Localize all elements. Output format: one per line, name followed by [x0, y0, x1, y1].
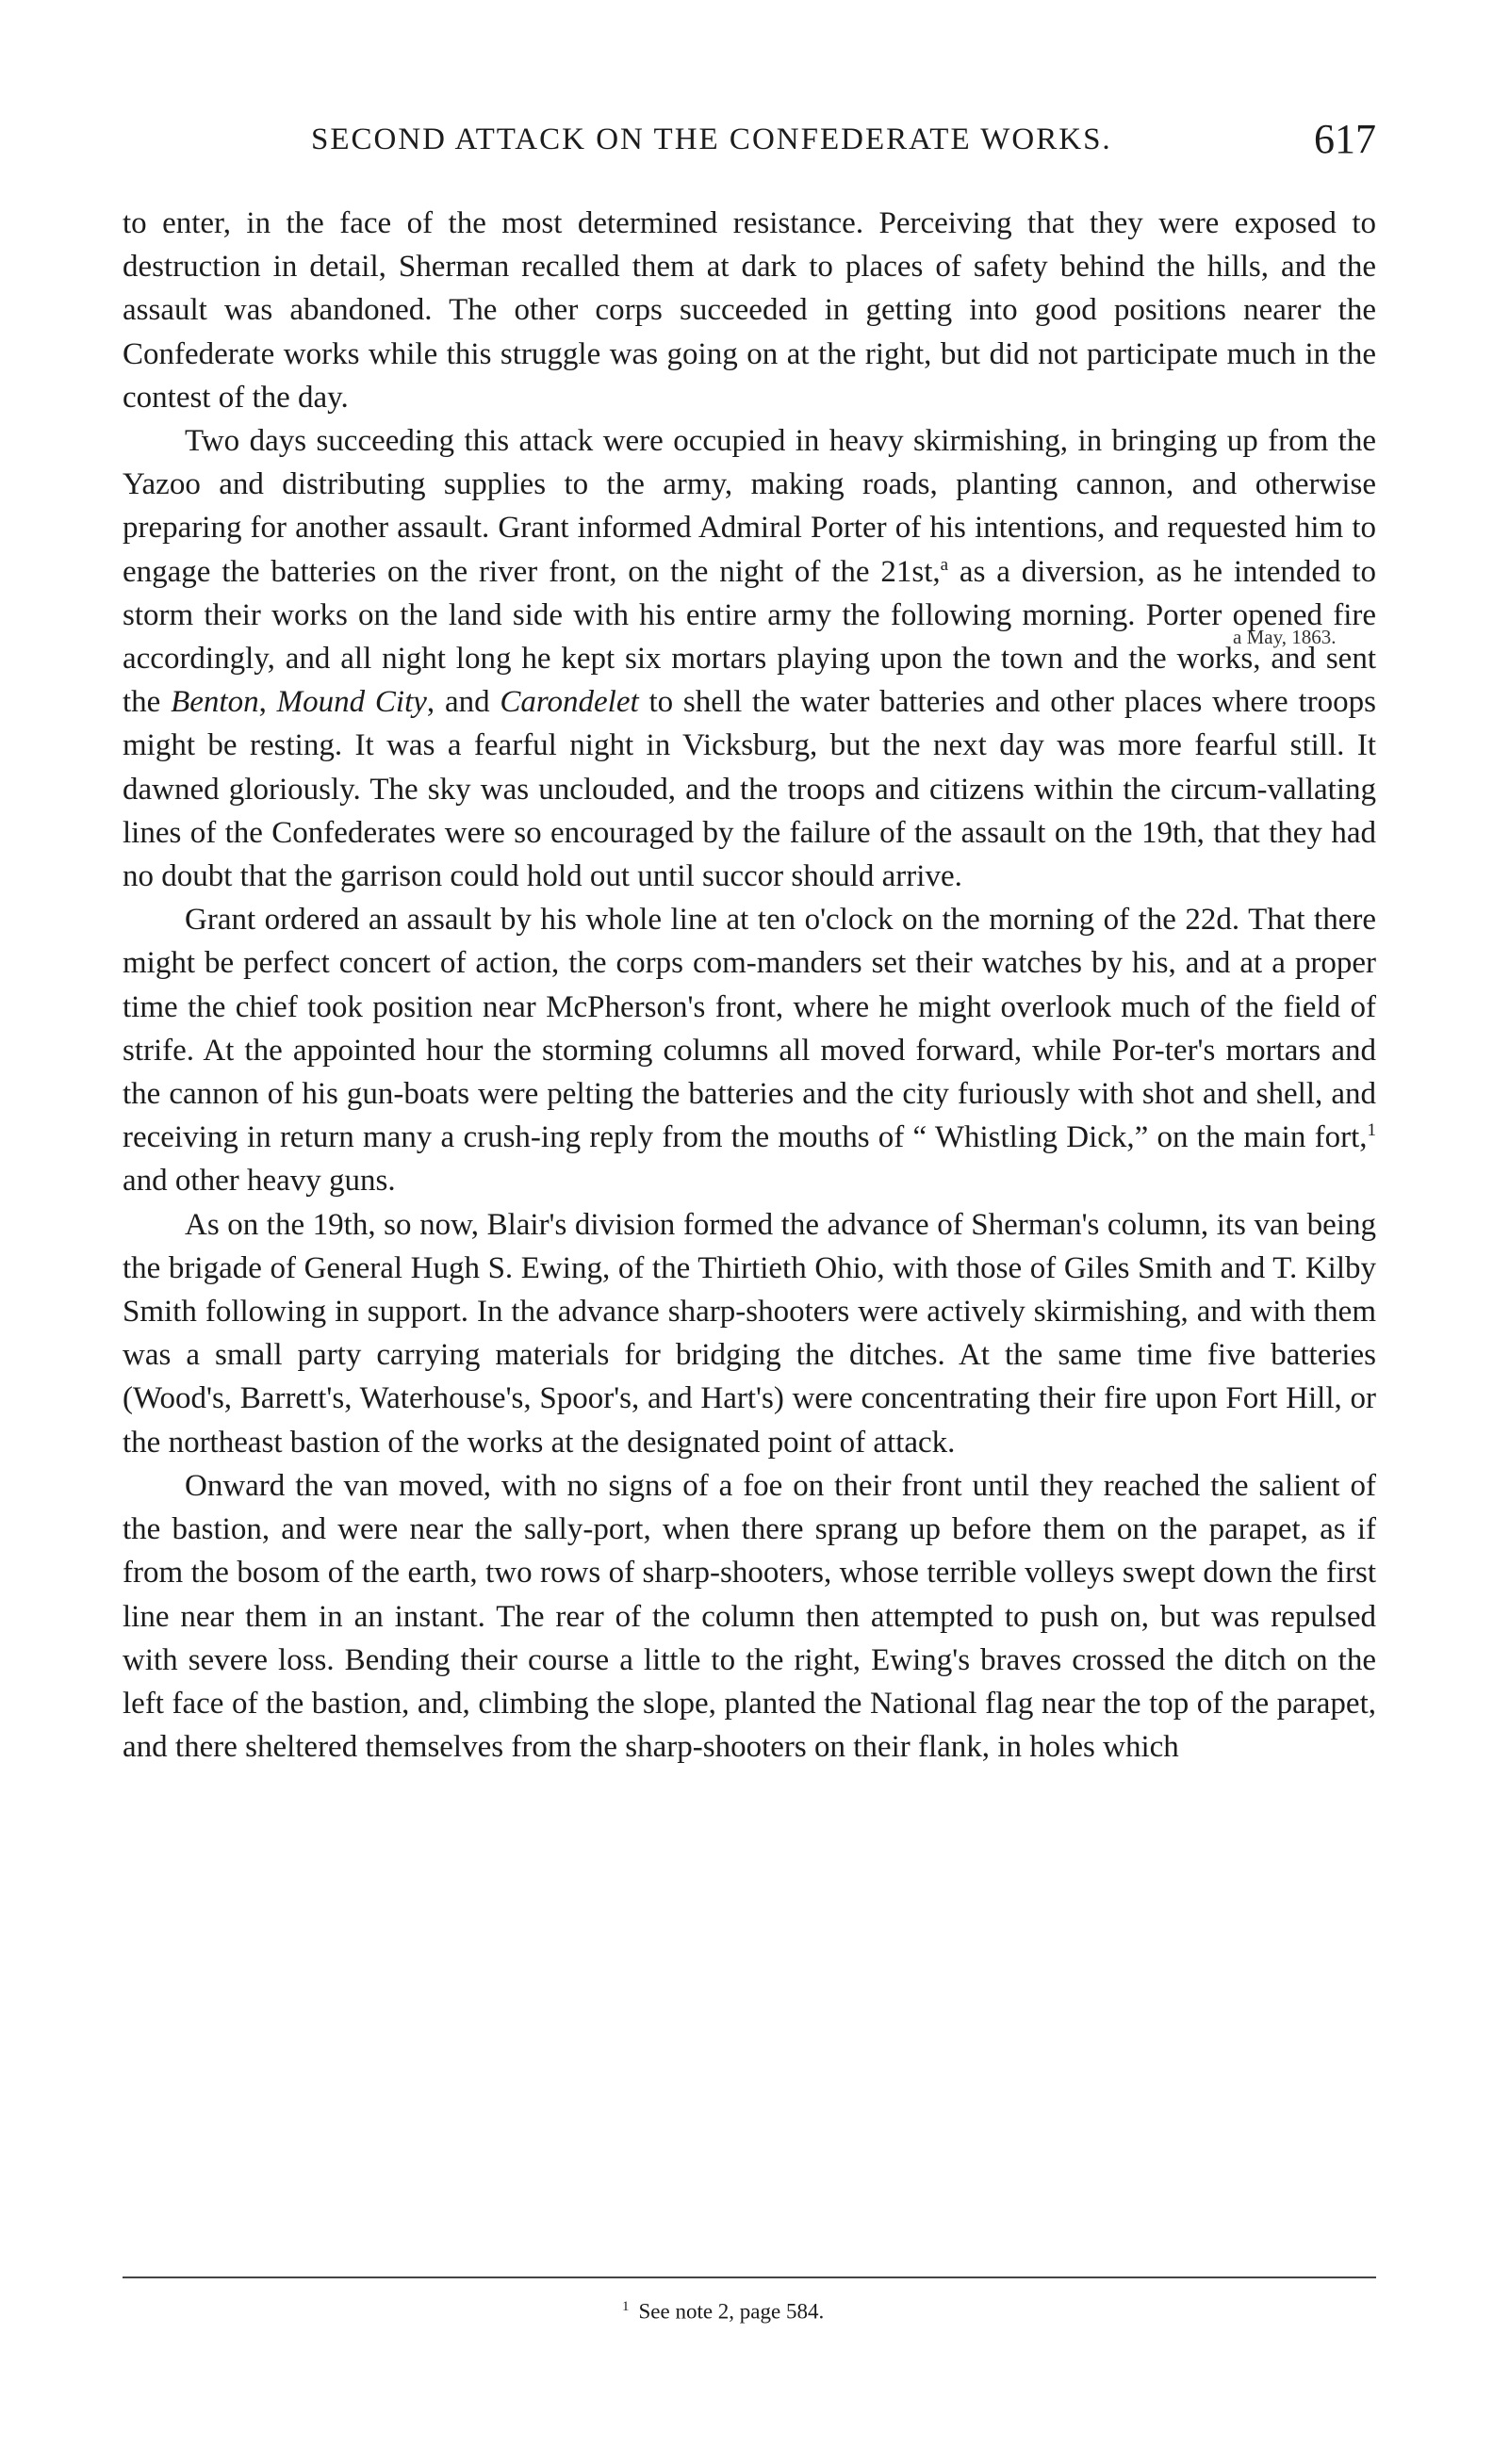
footnote-text: See note 2, page 584. [638, 2299, 825, 2324]
paragraph-3 [123, 898, 1376, 1202]
margin-note-marker: a [940, 554, 949, 575]
margin-note-date: a May, 1863. [1233, 626, 1337, 648]
footnote-divider [123, 2276, 1376, 2278]
footnote-number: 1 [622, 2299, 630, 2314]
paragraph-2 [123, 419, 1376, 898]
paragraph-3-part-b: and other heavy guns. [123, 1164, 396, 1199]
running-head: SECOND ATTACK ON THE CONFEDERATE WORKS. [311, 122, 1112, 156]
paragraph-3-part-a: Grant ordered an assault by his whole line at ten o'clock on the morning of the 22d. That there might be perfect concert of action, the corps com-manders set their watches by his, and at a proper time the chief took position near McPherson's front, where he might overlook much of the field of strife. At the appointed hour the storming columns all moved forward, while Por-ter's mortars and the cannon of his gun-boats were pelting the batteries and the city furiously with shot and shell, and receiving in return many a crush-ing reply from the mouths of “ Whistling Dick,” on the main fort, [123, 903, 1376, 1155]
footnote [622, 2299, 824, 2325]
ship-name-benton: Benton [171, 685, 259, 720]
paragraph-1: to enter, in the face of the most determined resistance. Perceiving that they were exposed to destruction in detail, Sherman recalled them at dark to places of safety behind the hills, and the assault was abandoned. The other corps succeeded in getting into good positions nearer the Confederate works while this struggle was going on at the right, but did not participate much in the contest of the day. [123, 206, 1376, 415]
paragraph-4: As on the 19th, so now, Blair's division formed the advance of Sherman's column, its van being the brigade of General Hugh S. Ewing, of the Thirtieth Ohio, with those of Giles Smith and T. Kilby Smith following in support. In the advance sharp-shooters were actively skirmishing, and with them was a small party carrying materials for bridging the ditches. At the same time five batteries (Wood's, Barrett's, Waterhouse's, Spoor's, and Hart's) were concentrating their fire upon Fort Hill, or the northeast bastion of the works at the designated point of attack. [123, 1207, 1376, 1460]
separator: , and [426, 685, 500, 720]
body-text [123, 202, 1376, 1769]
ship-name-carondelet: Carondelet [500, 685, 639, 720]
paragraph-2-part-b: as a diversion, as he intended to storm their works on the land side with his entire army the following morning. Porter opened fire accordingly, and all night long he kept six mortars playing upon the town and the works, and sent the [123, 554, 1376, 720]
paragraph-2-part-a: Two days succeeding this attack were occupied in heavy skirmishing, in bringing up from the Yazoo and distributing supplies to the army, making roads, planting cannon, and otherwise preparing for another assault. Grant informed Admiral Porter of his intentions, and requested him to engage the batteries on the river front, on the night of the 21st, [123, 424, 1376, 589]
ship-name-mound-city: Mound City [276, 685, 427, 720]
paragraph-5: Onward the van moved, with no signs of a foe on their front until they reached the salient of the bastion, and were near the sally-port, when there sprang up before them on the parapet, as if from the bosom of the earth, two rows of sharp-shooters, whose terrible volleys swept down the first line near them in an instant. The rear of the column then attempted to push on, but was repulsed with severe loss. Bending their course a little to the right, Ewing's braves crossed the ditch on the left face of the bastion, and, climbing the slope, planted the National flag near the top of the parapet, and there sheltered themselves from the sharp-shooters on their flank, in holes which [123, 1468, 1376, 1765]
footnote-reference: 1 [1367, 1120, 1376, 1141]
page-header [123, 111, 1376, 168]
page-number: 617 [1314, 116, 1376, 162]
paragraph-2-part-c: to shell the water batteries and other places where troops might be resting. It was a fearful night in Vicksburg, but the next day was more fearful still. It dawned gloriously. The sky was unclouded, and the troops and citizens within the circum-vallating lines of the Confederates were so encouraged by the failure of the assault on the 19th, that they had no doubt that the garrison could hold out until succor should arrive. [123, 685, 1376, 894]
separator: , [258, 685, 277, 720]
